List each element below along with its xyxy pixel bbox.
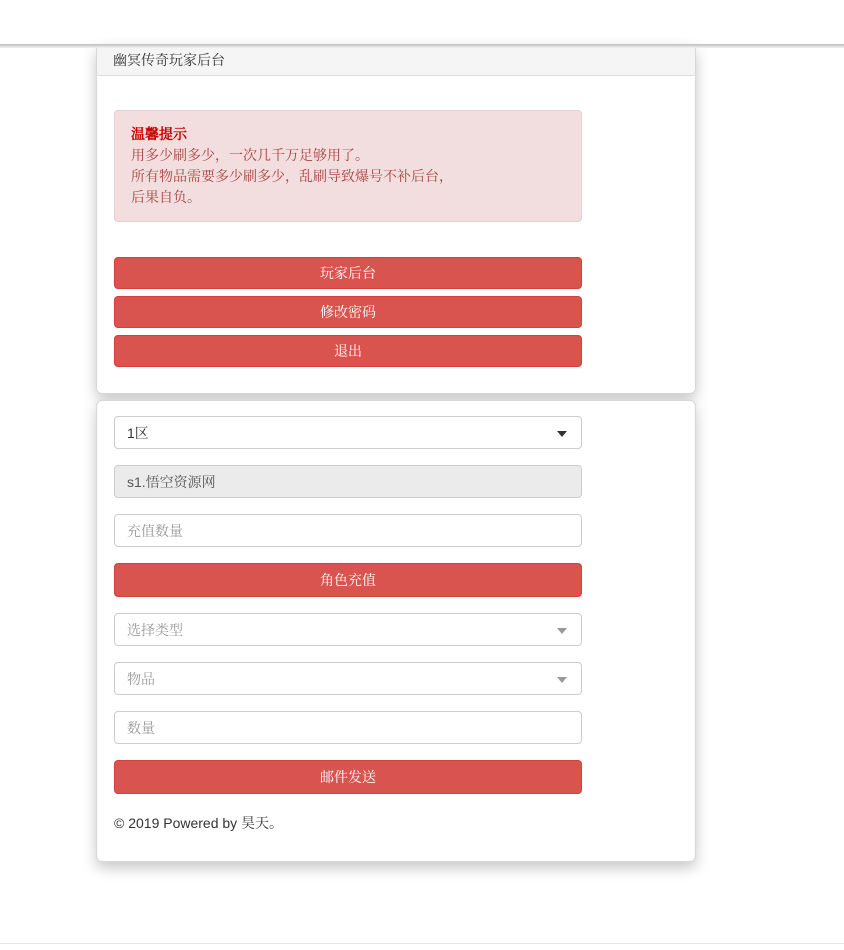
player-backend-button[interactable]: 玩家后台 xyxy=(114,257,582,289)
quantity-input[interactable] xyxy=(114,711,582,744)
panel-body xyxy=(97,401,695,861)
caret-down-icon xyxy=(557,431,567,437)
copyright-text: © 2019 Powered by 昊天。 xyxy=(114,815,284,831)
server-name-field xyxy=(114,465,582,498)
alert-line: 所有物品需要多少刷多少，乱刷导致爆号不补后台， xyxy=(131,168,453,184)
logout-button[interactable]: 退出 xyxy=(114,335,582,367)
zone-select[interactable] xyxy=(114,416,582,449)
page-title: 幽冥传奇玩家后台 xyxy=(113,52,225,68)
change-password-button[interactable]: 修改密码 xyxy=(114,296,582,328)
admin-panel-card xyxy=(96,44,696,394)
alert-title: 温馨提示 xyxy=(131,126,187,142)
item-select[interactable] xyxy=(114,662,582,695)
send-mail-button[interactable]: 邮件发送 xyxy=(114,760,582,794)
alert-line: 用多少刷多少，一次几千万足够用了。 xyxy=(131,147,369,163)
type-select-placeholder: 选择类型 xyxy=(127,621,183,638)
item-select-placeholder: 物品 xyxy=(127,670,155,687)
caret-down-icon xyxy=(557,677,567,683)
alert-line: 后果自负。 xyxy=(131,189,201,205)
role-recharge-button[interactable]: 角色充值 xyxy=(114,563,582,597)
recharge-panel-card xyxy=(96,400,696,862)
page-bottom-divider xyxy=(0,943,844,944)
caret-down-icon xyxy=(557,628,567,634)
zone-select-value: 1区 xyxy=(127,424,149,441)
recharge-amount-input[interactable] xyxy=(114,514,582,547)
type-select[interactable] xyxy=(114,613,582,646)
warning-alert xyxy=(114,110,582,222)
panel-header xyxy=(97,45,695,76)
panel-body xyxy=(97,76,695,393)
page-top-border xyxy=(0,44,844,48)
